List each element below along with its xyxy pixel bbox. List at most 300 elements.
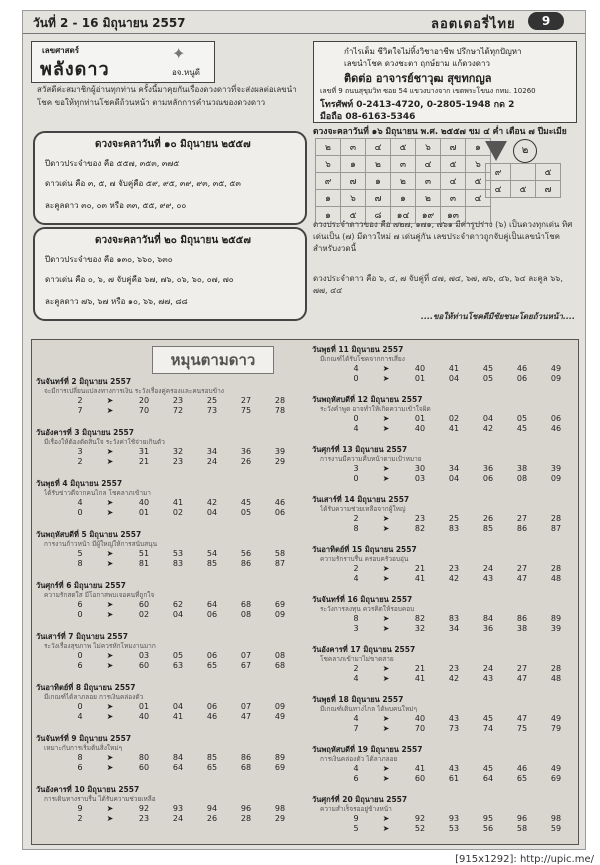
lucky-number: 4 bbox=[353, 574, 359, 583]
lucky-number: 39 bbox=[550, 464, 562, 473]
lucky-number: 94 bbox=[206, 804, 218, 813]
astro-grid-cell: ๙ bbox=[316, 173, 341, 190]
astro-number-grid bbox=[315, 138, 491, 224]
lucky-number: 92 bbox=[138, 804, 150, 813]
number-row bbox=[312, 464, 572, 474]
lucky-number: 01 bbox=[138, 508, 150, 517]
arrow-icon: ➤ bbox=[382, 514, 390, 523]
lucky-number: 0 bbox=[77, 610, 83, 619]
entry-date: วันอังคารที่ 3 มิถุนายน 2557 bbox=[36, 428, 134, 437]
lucky-number: 3 bbox=[353, 624, 359, 633]
arrow-icon: ➤ bbox=[106, 508, 114, 517]
astro-grid-cell: ๑ bbox=[316, 207, 341, 224]
lucky-number: 4 bbox=[353, 764, 359, 773]
lucky-number: 73 bbox=[206, 406, 218, 415]
number-row bbox=[312, 664, 572, 674]
lucky-number: 48 bbox=[550, 674, 562, 683]
lucky-number: 21 bbox=[414, 564, 426, 573]
lucky-number: 69 bbox=[550, 774, 562, 783]
entry-date: วันอาทิตย์ที่ 8 มิถุนายน 2557 bbox=[36, 683, 136, 692]
forecast-box-2-title: ดวงจะคลาวันที่ ๒๐ มิถุนายน ๒๕๕๗ bbox=[95, 235, 251, 246]
entry-date: วันจันทร์ที่ 9 มิถุนายน 2557 bbox=[36, 734, 132, 743]
entry-date: วันพุธที่ 18 มิถุนายน 2557 bbox=[312, 695, 404, 704]
entry-date: วันจันทร์ที่ 16 มิถุนายน 2557 bbox=[312, 595, 413, 604]
lucky-number: 27 bbox=[516, 564, 528, 573]
lucky-number: 0 bbox=[353, 414, 359, 423]
lucky-number: 51 bbox=[138, 549, 150, 558]
astro-grid-row bbox=[316, 190, 491, 207]
lucky-number: 60 bbox=[138, 763, 150, 772]
lucky-number: 86 bbox=[240, 559, 252, 568]
lucky-number: 85 bbox=[206, 559, 218, 568]
logo-author: อจ.หนูดี bbox=[172, 68, 200, 77]
arrow-icon: ➤ bbox=[106, 406, 114, 415]
lucky-number: 08 bbox=[274, 651, 286, 660]
arrow-icon: ➤ bbox=[382, 664, 390, 673]
lucky-number: 6 bbox=[77, 763, 83, 772]
entry-description: การงานก้าวหน้า มีผู้ใหญ่ให้การสนับสนุน bbox=[44, 540, 158, 548]
lucky-number: 46 bbox=[274, 498, 286, 507]
arrow-icon: ➤ bbox=[106, 457, 114, 466]
number-row bbox=[312, 724, 572, 734]
lucky-number: 64 bbox=[206, 600, 218, 609]
lucky-number: 83 bbox=[448, 524, 460, 533]
forecast-box-1 bbox=[33, 131, 307, 225]
forecast-box-1-line1: ปีดาวประจำของ คือ ๕๕๗, ๓๕๓, ๓๗๕ bbox=[45, 159, 180, 168]
number-row bbox=[36, 396, 296, 406]
lucky-number: 8 bbox=[353, 524, 359, 533]
lucky-number: 49 bbox=[550, 364, 562, 373]
lucky-number: 34 bbox=[448, 624, 460, 633]
lucky-number: 43 bbox=[482, 574, 494, 583]
entry-date: วันศุกร์ที่ 6 มิถุนายน 2557 bbox=[36, 581, 126, 590]
lucky-number: 45 bbox=[482, 714, 494, 723]
lucky-number: 06 bbox=[206, 610, 218, 619]
number-row bbox=[312, 424, 572, 434]
number-row bbox=[312, 514, 572, 524]
lucky-number: 04 bbox=[206, 508, 218, 517]
lucky-number: 2 bbox=[77, 814, 83, 823]
entry-description: ได้รับความช่วยเหลือจากผู้ใหญ่ bbox=[320, 505, 406, 513]
lucky-number: 49 bbox=[274, 712, 286, 721]
astro-grid-cell: ๓ bbox=[416, 173, 441, 190]
lucky-number: 48 bbox=[550, 574, 562, 583]
lucky-number: 41 bbox=[414, 574, 426, 583]
side-grid-row bbox=[486, 164, 561, 181]
lucky-number: 41 bbox=[414, 764, 426, 773]
lucky-number: 05 bbox=[482, 374, 494, 383]
astro-grid-cell: ๓ bbox=[341, 139, 366, 156]
astro-grid-cell: ๒ bbox=[366, 156, 391, 173]
arrow-icon: ➤ bbox=[382, 724, 390, 733]
lucky-number: 04 bbox=[448, 474, 460, 483]
lucky-number: 41 bbox=[414, 674, 426, 683]
number-row bbox=[36, 508, 296, 518]
arrow-icon: ➤ bbox=[382, 414, 390, 423]
number-row bbox=[36, 651, 296, 661]
entry-description: จะมีการเปลี่ยนแปลงทางการเงิน ระวังเรื่องคู่ครองและคนรอบข้าง bbox=[44, 387, 224, 395]
lucky-number: 23 bbox=[172, 396, 184, 405]
lucky-number: 4 bbox=[77, 712, 83, 721]
lucky-number: 4 bbox=[353, 714, 359, 723]
lucky-number: 45 bbox=[240, 498, 252, 507]
lucky-number: 40 bbox=[138, 712, 150, 721]
issue-date: วันที่ 2 - 16 มิถุนายน 2557 bbox=[33, 16, 186, 30]
contact-phone: โทรศัพท์ 0-2413-4720, 0-2805-1948 กด 2 bbox=[320, 100, 515, 110]
astro-grid-cell: ๒ bbox=[391, 173, 416, 190]
lucky-number: 68 bbox=[240, 600, 252, 609]
lucky-number: 7 bbox=[77, 406, 83, 415]
lucky-number: 39 bbox=[550, 624, 562, 633]
lucky-number: 86 bbox=[516, 524, 528, 533]
lucky-number: 9 bbox=[353, 814, 359, 823]
astro-grid-cell: ๔ bbox=[466, 190, 491, 207]
number-row bbox=[312, 414, 572, 424]
astro-grid-cell: ๔ bbox=[366, 139, 391, 156]
entry-description: มีเกณฑ์ได้ลาภลอย การเงินคล่องตัว bbox=[44, 693, 144, 701]
forecast-box-1-line3: ละคูลดาว ๓๐, ๐๓ หรือ ๓๓, ๕๕, ๙๙, ๐๐ bbox=[45, 201, 187, 210]
astro-grid-cell: ๕ bbox=[391, 139, 416, 156]
number-row bbox=[36, 712, 296, 722]
lucky-number: 21 bbox=[414, 664, 426, 673]
lucky-number: 42 bbox=[206, 498, 218, 507]
triangle-symbol bbox=[485, 141, 507, 161]
logo-small-text: เลขศาสตร์ bbox=[42, 46, 80, 55]
lucky-number: 82 bbox=[414, 524, 426, 533]
number-row bbox=[312, 714, 572, 724]
lucky-number: 8 bbox=[77, 559, 83, 568]
lucky-number: 27 bbox=[516, 664, 528, 673]
lucky-number: 85 bbox=[206, 753, 218, 762]
lucky-number: 27 bbox=[516, 514, 528, 523]
number-row bbox=[36, 406, 296, 416]
lucky-number: 23 bbox=[172, 457, 184, 466]
lucky-number: 86 bbox=[516, 614, 528, 623]
lucky-number: 08 bbox=[240, 610, 252, 619]
lucky-number: 6 bbox=[77, 600, 83, 609]
lucky-number: 05 bbox=[240, 508, 252, 517]
intro-paragraph: สวัสดีค่ะสมาชิกผู้อ่านทุกท่าน ครั้งนี้มาคุยกันเรื่องดวงดาวที่จะส่งผลต่อเลขนำโชค ขอให้ทุกท่านโชคดีถ้วนหน้า ตามหลักการคำนวณของดวงดาว bbox=[37, 85, 297, 107]
astro-grid-cell: ๑ bbox=[341, 156, 366, 173]
entry-description: มีเกณฑ์เดินทางไกล ได้พบคนใหม่ๆ bbox=[320, 705, 418, 713]
lucky-number: 03 bbox=[414, 474, 426, 483]
astro-grid-cell: ๗ bbox=[366, 190, 391, 207]
lucky-number: 41 bbox=[172, 712, 184, 721]
lucky-number: 83 bbox=[172, 559, 184, 568]
lucky-number: 47 bbox=[240, 712, 252, 721]
lucky-number: 06 bbox=[274, 508, 286, 517]
lucky-number: 01 bbox=[414, 374, 426, 383]
arrow-icon: ➤ bbox=[382, 574, 390, 583]
astro-grid-cell: ๑ bbox=[391, 190, 416, 207]
arrow-icon: ➤ bbox=[382, 474, 390, 483]
number-row bbox=[36, 661, 296, 671]
lucky-number: 46 bbox=[550, 424, 562, 433]
lucky-number: 40 bbox=[414, 714, 426, 723]
section-banner: หมุนตามดาว bbox=[152, 346, 274, 374]
lucky-number: 0 bbox=[353, 374, 359, 383]
arrow-icon: ➤ bbox=[382, 564, 390, 573]
lucky-number: 73 bbox=[448, 724, 460, 733]
lucky-number: 2 bbox=[353, 514, 359, 523]
astro-grid-cell: ๕ bbox=[466, 173, 491, 190]
arrow-icon: ➤ bbox=[106, 610, 114, 619]
number-row bbox=[312, 824, 572, 834]
number-row bbox=[36, 498, 296, 508]
entry-description: ระวังการลงทุน ควรคิดให้รอบคอบ bbox=[320, 605, 415, 613]
forecast-box-2-line1: ปีดาวประจำของ คือ ๑๓๐, ๖๖๐, ๖๓๐ bbox=[45, 255, 173, 264]
lucky-number: 84 bbox=[482, 614, 494, 623]
lucky-number: 65 bbox=[206, 763, 218, 772]
astro-grid-cell: ๑๔ bbox=[391, 207, 416, 224]
astro-grid-cell: ๖ bbox=[341, 190, 366, 207]
number-row bbox=[36, 763, 296, 773]
reading-paragraph-1: ดวงประจำดาวของ คือ ๗๒๗, ๑๗๑, ๗๖๑ มีค่ารูปร่าง (๖) เป็นดวงทุกเด่น ทิศเด่นเป็น (๗) มีดาวใหม่ ๗ เด่นคู่กัน เลขประจำดาวถูกจับคู่เป็นเลขนำโชคสำหรับงวดนี้ bbox=[313, 220, 573, 253]
lucky-number: 42 bbox=[448, 574, 460, 583]
arrow-icon: ➤ bbox=[106, 753, 114, 762]
lucky-number: 5 bbox=[77, 549, 83, 558]
lucky-number: 83 bbox=[448, 614, 460, 623]
image-watermark: [915x1292]: http://upic.me/ bbox=[455, 854, 594, 865]
newspaper-page bbox=[22, 10, 586, 850]
lucky-number: 47 bbox=[516, 574, 528, 583]
lucky-number: 98 bbox=[274, 804, 286, 813]
astro-grid-cell: ๒ bbox=[416, 190, 441, 207]
lucky-number: 65 bbox=[516, 774, 528, 783]
number-row bbox=[36, 559, 296, 569]
astro-grid-cell: ๖ bbox=[466, 156, 491, 173]
lucky-number: 32 bbox=[172, 447, 184, 456]
side-grid-cell: ๕ bbox=[511, 181, 536, 198]
lucky-number: 04 bbox=[172, 610, 184, 619]
lucky-number: 98 bbox=[550, 814, 562, 823]
lucky-number: 45 bbox=[516, 424, 528, 433]
entry-description: ความรักสดใส มีโอกาสพบเจอคนที่ถูกใจ bbox=[44, 591, 155, 599]
lucky-number: 39 bbox=[274, 447, 286, 456]
astro-grid-cell: ๔ bbox=[416, 156, 441, 173]
number-row bbox=[36, 549, 296, 559]
contact-mobile: มือถือ 08-6163-5346 bbox=[320, 112, 416, 122]
lucky-number: 30 bbox=[414, 464, 426, 473]
contact-name: ติดต่อ อาจารย์ชาวุฒ สุขทกญล bbox=[344, 72, 492, 85]
lucky-number: 80 bbox=[138, 753, 150, 762]
lucky-number: 25 bbox=[206, 396, 218, 405]
lucky-number: 28 bbox=[550, 564, 562, 573]
lucky-number: 75 bbox=[516, 724, 528, 733]
arrow-icon: ➤ bbox=[382, 714, 390, 723]
astro-chart-heading: ดวงจะคลาวันที่ ๑๖ มิถุนายน พ.ศ. ๒๕๕๗ ขม ๔ ค่ำ เดือน ๗ ปีมะเมีย bbox=[313, 127, 567, 137]
lucky-number: 43 bbox=[448, 764, 460, 773]
astro-side-grid bbox=[485, 163, 561, 198]
lucky-number: 4 bbox=[77, 498, 83, 507]
lucky-number: 28 bbox=[240, 814, 252, 823]
entry-date: วันพฤหัสบดีที่ 12 มิถุนายน 2557 bbox=[312, 395, 423, 404]
lucky-number: 26 bbox=[240, 457, 252, 466]
lucky-number: 58 bbox=[274, 549, 286, 558]
arrow-icon: ➤ bbox=[106, 712, 114, 721]
lucky-number: 34 bbox=[206, 447, 218, 456]
lucky-number: 67 bbox=[240, 661, 252, 670]
lucky-number: 6 bbox=[353, 774, 359, 783]
number-row bbox=[36, 804, 296, 814]
lucky-number: 72 bbox=[172, 406, 184, 415]
forecast-box-1-title: ดวงจะคลาวันที่ ๑๐ มิถุนายน ๒๕๕๗ bbox=[95, 139, 251, 150]
lucky-number: 41 bbox=[172, 498, 184, 507]
astro-grid-cell: ๑๓ bbox=[441, 207, 466, 224]
arrow-icon: ➤ bbox=[106, 651, 114, 660]
side-grid-cell: ๔ bbox=[486, 181, 511, 198]
arrow-icon: ➤ bbox=[106, 396, 114, 405]
side-grid-cell: ๙ bbox=[486, 164, 511, 181]
number-row bbox=[312, 574, 572, 584]
arrow-icon: ➤ bbox=[106, 447, 114, 456]
lucky-number: 95 bbox=[482, 814, 494, 823]
astro-grid-row bbox=[316, 173, 491, 190]
contact-box bbox=[313, 41, 577, 123]
entry-description: เหมาะกับการเริ่มต้นสิ่งใหม่ๆ bbox=[44, 744, 123, 752]
number-row bbox=[312, 774, 572, 784]
lucky-number: 75 bbox=[240, 406, 252, 415]
lucky-number: 93 bbox=[172, 804, 184, 813]
lucky-number: 53 bbox=[448, 824, 460, 833]
astro-grid-cell: ๖ bbox=[316, 156, 341, 173]
number-row bbox=[36, 447, 296, 457]
number-row bbox=[36, 610, 296, 620]
lucky-number: 52 bbox=[414, 824, 426, 833]
lucky-number: 0 bbox=[77, 702, 83, 711]
lucky-number: 02 bbox=[448, 414, 460, 423]
lucky-number: 08 bbox=[516, 474, 528, 483]
arrow-icon: ➤ bbox=[106, 702, 114, 711]
lucky-number: 43 bbox=[448, 714, 460, 723]
lucky-number: 96 bbox=[516, 814, 528, 823]
lucky-number: 09 bbox=[274, 702, 286, 711]
lucky-number: 93 bbox=[448, 814, 460, 823]
lucky-number: 60 bbox=[138, 600, 150, 609]
lucky-number: 64 bbox=[172, 763, 184, 772]
number-row bbox=[312, 614, 572, 624]
lucky-number: 40 bbox=[138, 498, 150, 507]
lucky-number: 61 bbox=[448, 774, 460, 783]
lucky-number: 29 bbox=[274, 814, 286, 823]
arrow-icon: ➤ bbox=[382, 364, 390, 373]
lucky-number: 84 bbox=[172, 753, 184, 762]
lucky-number: 38 bbox=[516, 624, 528, 633]
forecast-box-2-line3: ละคูลดาว ๗๖, ๖๗ หรือ ๑๐, ๖๖, ๗๗, ๘๘ bbox=[45, 297, 188, 306]
lucky-number: 46 bbox=[206, 712, 218, 721]
side-grid-row bbox=[486, 181, 561, 198]
arrow-icon: ➤ bbox=[382, 774, 390, 783]
lucky-number: 03 bbox=[138, 651, 150, 660]
lucky-number: 62 bbox=[172, 600, 184, 609]
lucky-number: 24 bbox=[206, 457, 218, 466]
lucky-number: 69 bbox=[274, 763, 286, 772]
arrow-icon: ➤ bbox=[382, 464, 390, 473]
entry-description: มีเรื่องให้ต้องตัดสินใจ ระวังค่าใช้จ่ายเกินตัว bbox=[44, 438, 165, 446]
lucky-number: 06 bbox=[550, 414, 562, 423]
side-grid-cell: ๕ bbox=[536, 164, 561, 181]
lucky-number: 56 bbox=[482, 824, 494, 833]
astro-grid-cell: ๕ bbox=[441, 156, 466, 173]
daily-numbers-section bbox=[31, 339, 579, 845]
logo-title: พลังดาว bbox=[40, 59, 110, 80]
lucky-number: 01 bbox=[414, 414, 426, 423]
lucky-number: 34 bbox=[448, 464, 460, 473]
lucky-number: 60 bbox=[414, 774, 426, 783]
lucky-number: 24 bbox=[482, 664, 494, 673]
arrow-icon: ➤ bbox=[106, 600, 114, 609]
lucky-number: 36 bbox=[482, 464, 494, 473]
number-row bbox=[36, 814, 296, 824]
lucky-number: 45 bbox=[482, 764, 494, 773]
entry-date: วันพุธที่ 4 มิถุนายน 2557 bbox=[36, 479, 123, 488]
entry-description: โชคลาภเข้ามาไม่ขาดสาย bbox=[320, 655, 394, 663]
lucky-number: 42 bbox=[482, 424, 494, 433]
lucky-number: 49 bbox=[550, 714, 562, 723]
lucky-number: 38 bbox=[516, 464, 528, 473]
lucky-number: 42 bbox=[448, 674, 460, 683]
arrow-icon: ➤ bbox=[382, 624, 390, 633]
lucky-number: 4 bbox=[353, 364, 359, 373]
lucky-number: 89 bbox=[550, 614, 562, 623]
arrow-icon: ➤ bbox=[106, 661, 114, 670]
astro-grid-row bbox=[316, 139, 491, 156]
lucky-number: 87 bbox=[274, 559, 286, 568]
arrow-icon: ➤ bbox=[382, 424, 390, 433]
entry-description: ความสำเร็จรออยู่ข้างหน้า bbox=[320, 805, 392, 813]
lucky-number: 27 bbox=[240, 396, 252, 405]
circle-symbol: ๒ bbox=[513, 139, 537, 163]
astro-grid-cell: ๑๙ bbox=[416, 207, 441, 224]
arrow-icon: ➤ bbox=[106, 814, 114, 823]
lucky-number: 24 bbox=[172, 814, 184, 823]
entry-date: วันพุธที่ 11 มิถุนายน 2557 bbox=[312, 345, 404, 354]
lucky-number: 23 bbox=[414, 514, 426, 523]
lucky-number: 23 bbox=[138, 814, 150, 823]
lucky-number: 56 bbox=[240, 549, 252, 558]
number-row bbox=[312, 624, 572, 634]
lucky-number: 09 bbox=[550, 374, 562, 383]
lucky-number: 2 bbox=[353, 564, 359, 573]
arrow-icon: ➤ bbox=[106, 549, 114, 558]
lucky-number: 04 bbox=[448, 374, 460, 383]
lucky-number: 3 bbox=[353, 464, 359, 473]
lucky-number: 20 bbox=[138, 396, 150, 405]
lucky-number: 46 bbox=[516, 764, 528, 773]
arrow-icon: ➤ bbox=[106, 804, 114, 813]
lucky-number: 47 bbox=[516, 674, 528, 683]
lucky-number: 70 bbox=[138, 406, 150, 415]
lucky-number: 31 bbox=[138, 447, 150, 456]
arrow-icon: ➤ bbox=[382, 524, 390, 533]
lucky-number: 6 bbox=[77, 661, 83, 670]
lucky-number: 02 bbox=[138, 610, 150, 619]
entry-description: ได้รับข่าวดีจากคนไกล โชคลาภเข้ามา bbox=[44, 489, 151, 497]
lucky-number: 36 bbox=[240, 447, 252, 456]
lucky-number: 69 bbox=[274, 600, 286, 609]
number-row bbox=[36, 457, 296, 467]
astro-grid-cell: ๕ bbox=[341, 207, 366, 224]
arrow-icon: ➤ bbox=[106, 559, 114, 568]
lucky-number: 05 bbox=[516, 414, 528, 423]
lucky-number: 43 bbox=[482, 674, 494, 683]
entry-date: วันพฤหัสบดีที่ 5 มิถุนายน 2557 bbox=[36, 530, 142, 539]
forecast-box-1-line2: ดาวเด่น คือ ๓, ๕, ๗ จับคู่คือ ๕๙, ๙๕, ๓๙, ๙๓, ๓๕, ๕๓ bbox=[45, 179, 241, 188]
lucky-number: 2 bbox=[77, 396, 83, 405]
lucky-number: 86 bbox=[240, 753, 252, 762]
lucky-number: 04 bbox=[172, 702, 184, 711]
lucky-number: 59 bbox=[550, 824, 562, 833]
